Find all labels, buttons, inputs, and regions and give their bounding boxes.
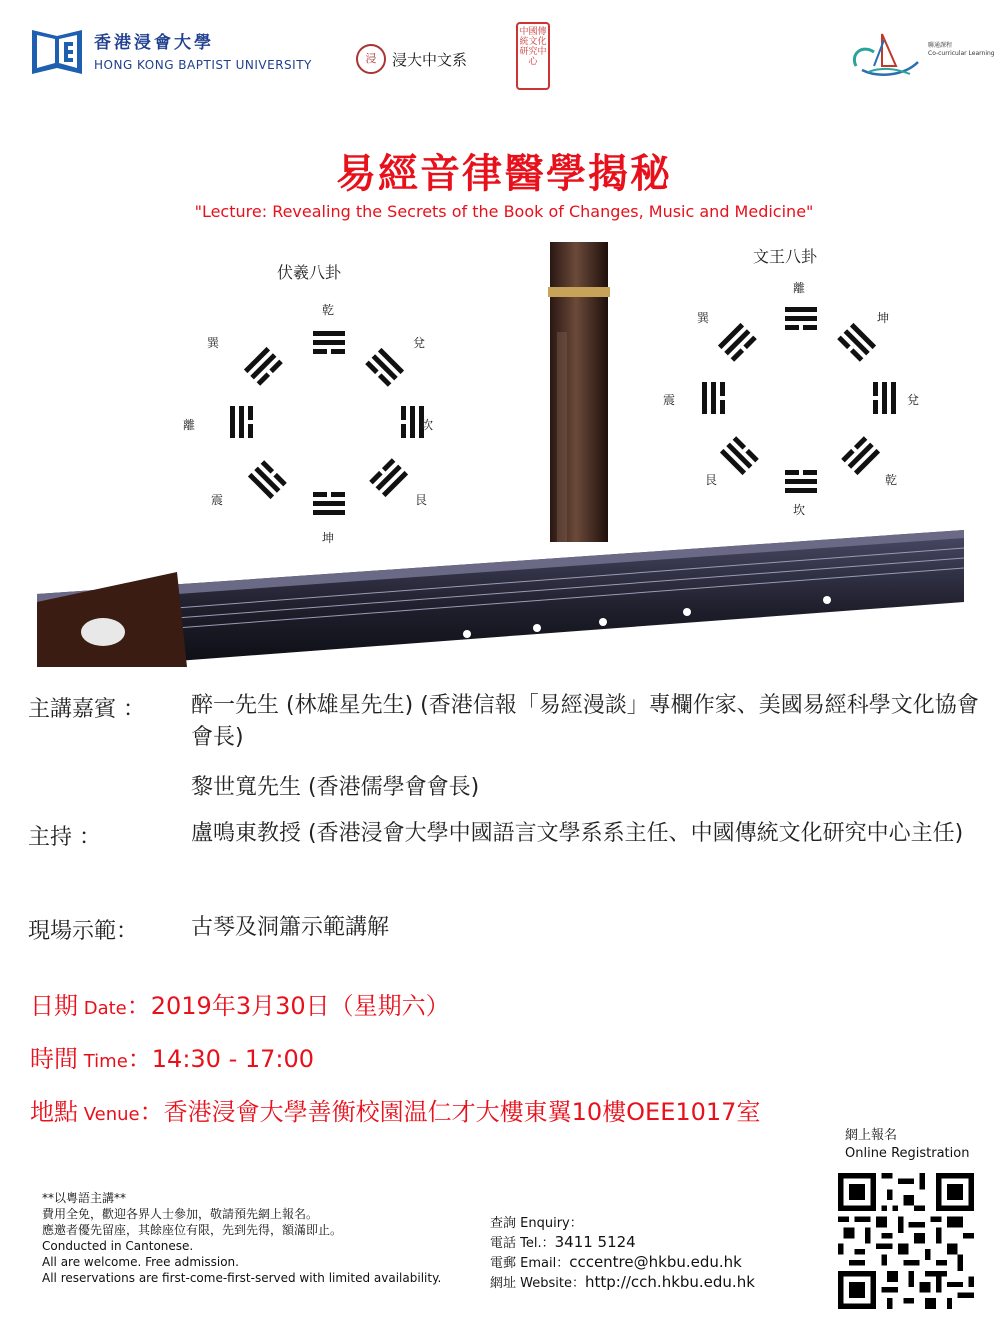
hero-illustration: [37, 242, 964, 667]
culture-centre-seal: 中國傳統文化研究中心: [516, 22, 550, 90]
kingwen-bagua-diagram: [702, 307, 896, 493]
registration-qr-code[interactable]: [838, 1173, 974, 1309]
university-name-en: HONG KONG BAPTIST UNIVERSITY: [94, 58, 312, 72]
enquiry-email: 電郵 Email：cccentre@hkbu.edu.hk: [490, 1253, 742, 1271]
note-line: 費用全免，歡迎各界人士參加，敬請預先網上報名。: [42, 1207, 319, 1221]
guqin-instrument: [37, 530, 964, 667]
university-name-zh: 香港浸會大學: [94, 33, 214, 53]
kingwen-label-qian: 乾: [885, 473, 898, 487]
note-line: Conducted in Cantonese.: [42, 1239, 194, 1253]
department-name: 浸大中文系: [392, 51, 468, 69]
note-line: All are welcome. Free admission.: [42, 1255, 239, 1269]
fuxi-label-kun: 坤: [322, 531, 335, 545]
event-venue: 地點 Venue：香港浸會大學善衡校園温仁才大樓東翼10樓OEE1017室: [30, 1098, 761, 1126]
fuxi-label-kan: 坎: [421, 418, 434, 432]
fuxi-label-zhen: 震: [211, 493, 224, 507]
kingwen-label-xun: 巽: [697, 311, 710, 325]
event-time: 時間 Time：14:30 - 17:00: [30, 1045, 315, 1073]
fuxi-label-dui: 兌: [413, 336, 426, 350]
time-value: ：14:30 - 17:00: [127, 1045, 315, 1073]
speaker-2: 黎世寬先生 (香港儒學會會長): [191, 775, 480, 800]
hkbu-logo: [28, 22, 328, 86]
speaker-1: 醉一先生 (林雄星先生) (香港信報「易經漫談」專欄作家、美國易經科學文化協會會長): [191, 693, 979, 750]
lecture-title-en: "Lecture: Revealing the Secrets of the Book of Changes, Music and Medicine": [194, 202, 814, 221]
kingwen-label-li: 離: [793, 281, 806, 295]
host-label: 主持 ：: [28, 825, 101, 850]
kingwen-label-zhen: 震: [663, 393, 676, 407]
website-link[interactable]: http://cch.hkbu.edu.hk: [584, 1273, 755, 1291]
online-registration-label: 網上報名 Online Registration: [845, 1128, 970, 1161]
fuxi-label-qian: 乾: [322, 303, 335, 317]
event-date: 日期 Date：2019年3月30日（星期六）: [30, 992, 450, 1020]
note-line: **以粵語主講**: [42, 1191, 127, 1205]
lecture-title-zh: 易經音律醫學揭秘: [336, 151, 672, 197]
fuxi-bagua-diagram: [230, 331, 424, 515]
demo-label: 現場示範：: [28, 919, 139, 944]
date-value: ：2019年3月30日（星期六）: [126, 992, 450, 1020]
co-curricular-learning-logo: [848, 26, 995, 82]
email-link[interactable]: cccentre@hkbu.edu.hk: [569, 1253, 742, 1271]
enquiry-block: [490, 1214, 755, 1293]
speaker-label: 主講嘉賓 ：: [28, 697, 145, 722]
kingwen-label-kan: 坎: [793, 503, 806, 517]
venue-value: ：香港浸會大學善衡校園温仁才大樓東翼10樓OEE1017室: [139, 1098, 761, 1126]
hkbu-book-icon: [28, 22, 86, 80]
kingwen-bagua-title: 文王八卦: [753, 247, 818, 266]
chinese-department-logo: [356, 44, 476, 78]
enquiry-label: 查詢 Enquiry：: [490, 1216, 583, 1231]
fuxi-label-gen: 艮: [415, 493, 428, 507]
tel-number: 3411 5124: [554, 1233, 636, 1251]
fuxi-label-xun: 巽: [207, 336, 220, 350]
event-notes: [42, 1190, 441, 1286]
bagua-guqin-illustration: [37, 242, 964, 667]
kingwen-label-gen: 艮: [705, 473, 718, 487]
host-name: 盧鳴東教授 (香港浸會大學中國語言文學系系主任、中國傳統文化研究中心主任): [191, 821, 964, 846]
demo-content: 古琴及洞簫示範講解: [191, 915, 390, 940]
department-seal: 浸: [356, 44, 386, 74]
kingwen-label-dui: 兌: [907, 393, 920, 407]
fuxi-label-li: 離: [183, 418, 196, 432]
enquiry-tel: 電話 Tel.：3411 5124: [490, 1233, 636, 1251]
ccl-name-zh: 聯通課程: [928, 42, 953, 49]
kingwen-label-kun: 坤: [877, 311, 890, 325]
fuxi-bagua-title: 伏羲八卦: [277, 263, 342, 282]
ccl-name-en: Co-curricular Learning: [928, 50, 995, 57]
note-line: 應邀者優先留座，其餘座位有限，先到先得，額滿即止。: [42, 1223, 343, 1237]
note-line: All reservations are first-come-first-served with limited availability.: [42, 1271, 442, 1285]
sailboat-logo-icon: [848, 26, 924, 82]
enquiry-website: 網址 Website：http://cch.hkbu.edu.hk: [490, 1273, 755, 1291]
